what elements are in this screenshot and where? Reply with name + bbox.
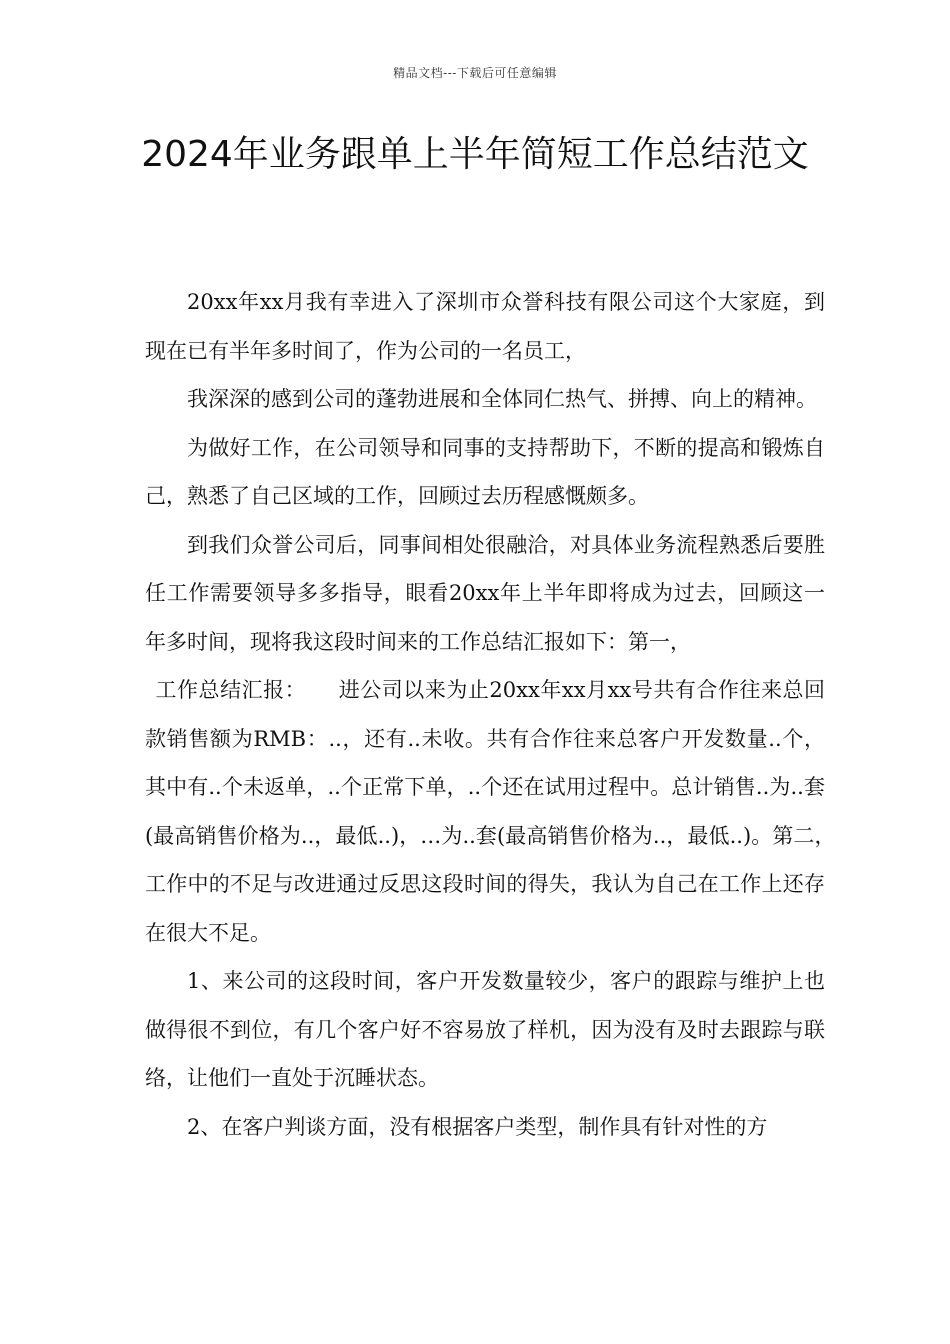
paragraph-5: 工作总结汇报： 进公司以来为止20xx年xx月xx号共有合作往来总回款销售额为RMB：..，还有..未收。共有合作往来总客户开发数量..个，其中有..个未返单，..个正常下单，..个还在试用过程中。总计销售..为..套(最高销售价格为..，最低..)，…为..套(最高销售价格为..，最低..)。第二， 工作中的不足与改进通过反思这段时间的得失，我认为自己在工作上还存在很大不足。: [145, 678, 846, 945]
paragraph-4: 到我们众誉公司后，同事间相处很融洽，对具体业务流程熟悉后要胜任工作需要领导多多指导，眼看20xx年上半年即将成为过去，回顾这一年多时间，现将我这段时间来的工作总结汇报如下：第一，: [145, 532, 825, 654]
paragraph-1: 20xx年xx月我有幸进入了深圳市众誉科技有限公司这个大家庭，到现在已有半年多时间了，作为公司的一名员工，: [145, 290, 825, 363]
paragraph-2: 我深深的感到公司的蓬勃进展和全体同仁热气、拼搏、向上的精神。: [187, 387, 817, 411]
document-title: 2024年业务跟单上半年简短工作总结范文: [141, 134, 809, 175]
document-body: [145, 278, 846, 1151]
paragraph-3: 为做好工作，在公司领导和同事的支持帮助下，不断的提高和锻炼自己，熟悉了自己区域的工作，回顾过去历程感慨颇多。: [145, 435, 825, 508]
paragraph-6: 1、来公司的这段时间，客户开发数量较少，客户的跟踪与维护上也做得很不到位，有几个客户好不容易放了样机，因为没有及时去跟踪与联络，让他们一直处于沉睡状态。: [145, 969, 825, 1090]
header-note: 精品文档---下载后可任意编辑: [393, 66, 557, 80]
paragraph-7: 2、在客户判谈方面，没有根据客户类型，制作具有针对性的方: [187, 1114, 768, 1139]
